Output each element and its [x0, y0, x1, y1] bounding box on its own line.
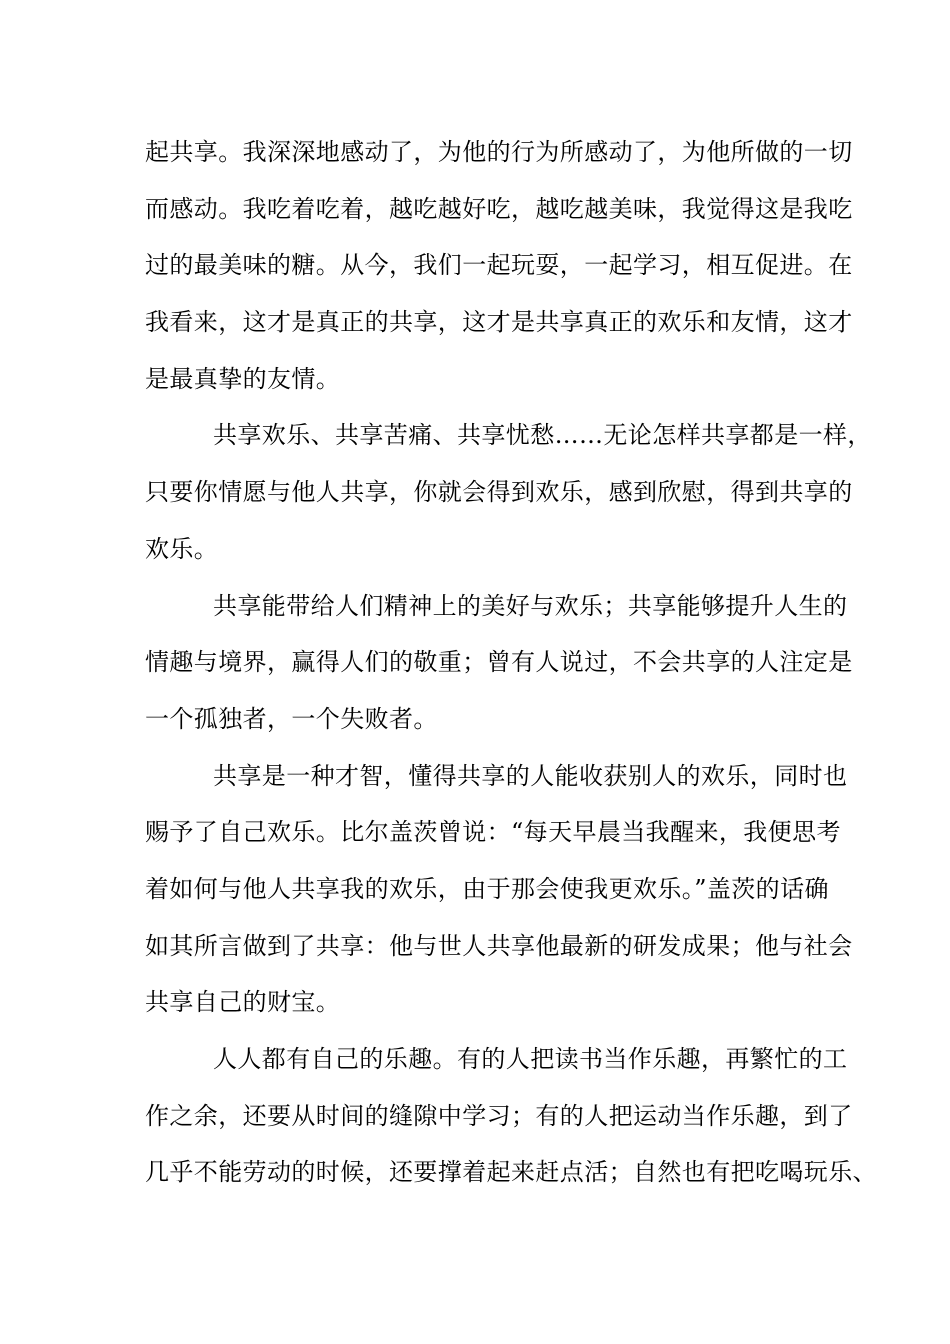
text-line: 共享自己的财宝。	[145, 988, 341, 1017]
text-line: 赐予了自己欢乐。比尔盖茨曾说：“每天早晨当我醒来，我便思考	[145, 818, 841, 847]
document-body	[145, 130, 877, 1207]
text-line: 是最真挚的友情。	[145, 364, 341, 393]
text-line: 着如何与他人共享我的欢乐，由于那会使我更欢乐。”盖茨的话确	[145, 874, 829, 903]
paragraph-4	[145, 754, 853, 1037]
text-line: 起共享。我深深地感动了，为他的行为所感动了，为他所做的一切	[145, 138, 853, 166]
text-line: 共享欢乐、共享苦痛、共享忧愁……无论怎样共享都是一样，	[213, 421, 872, 450]
paragraph-3	[145, 584, 853, 754]
paragraph-2	[145, 413, 872, 583]
paragraph-1	[145, 130, 853, 413]
text-line: 只要你情愿与他人共享，你就会得到欢乐，感到欣慰，得到共享的	[145, 478, 853, 507]
text-line: 共享能带给人们精神上的美好与欢乐；共享能够提升人生的	[213, 591, 848, 620]
text-line: 我看来，这才是真正的共享，这才是共享真正的欢乐和友情，这才	[145, 308, 853, 337]
text-line: 几乎不能劳动的时候，还要撑着起来赶点活；自然也有把吃喝玩乐、	[145, 1158, 877, 1187]
text-line: 共享是一种才智，懂得共享的人能收获别人的欢乐，同时也	[213, 761, 848, 790]
text-line: 情趣与境界，赢得人们的敬重；曾有人说过，不会共享的人注定是	[145, 648, 853, 677]
text-line: 一个孤独者，一个失败者。	[145, 704, 438, 733]
paragraph-5	[145, 1037, 877, 1207]
text-line: 人人都有自己的乐趣。有的人把读书当作乐趣，再繁忙的工	[213, 1045, 848, 1073]
text-line: 如其所言做到了共享：他与世人共享他最新的研发成果；他与社会	[145, 931, 853, 960]
text-line: 过的最美味的糖。从今，我们一起玩耍，一起学习，相互促进。在	[145, 251, 853, 280]
text-line: 而感动。我吃着吃着，越吃越好吃，越吃越美味，我觉得这是我吃	[145, 194, 853, 223]
text-line: 欢乐。	[145, 534, 219, 563]
text-line: 作之余，还要从时间的缝隙中学习；有的人把运动当作乐趣，到了	[145, 1101, 853, 1130]
